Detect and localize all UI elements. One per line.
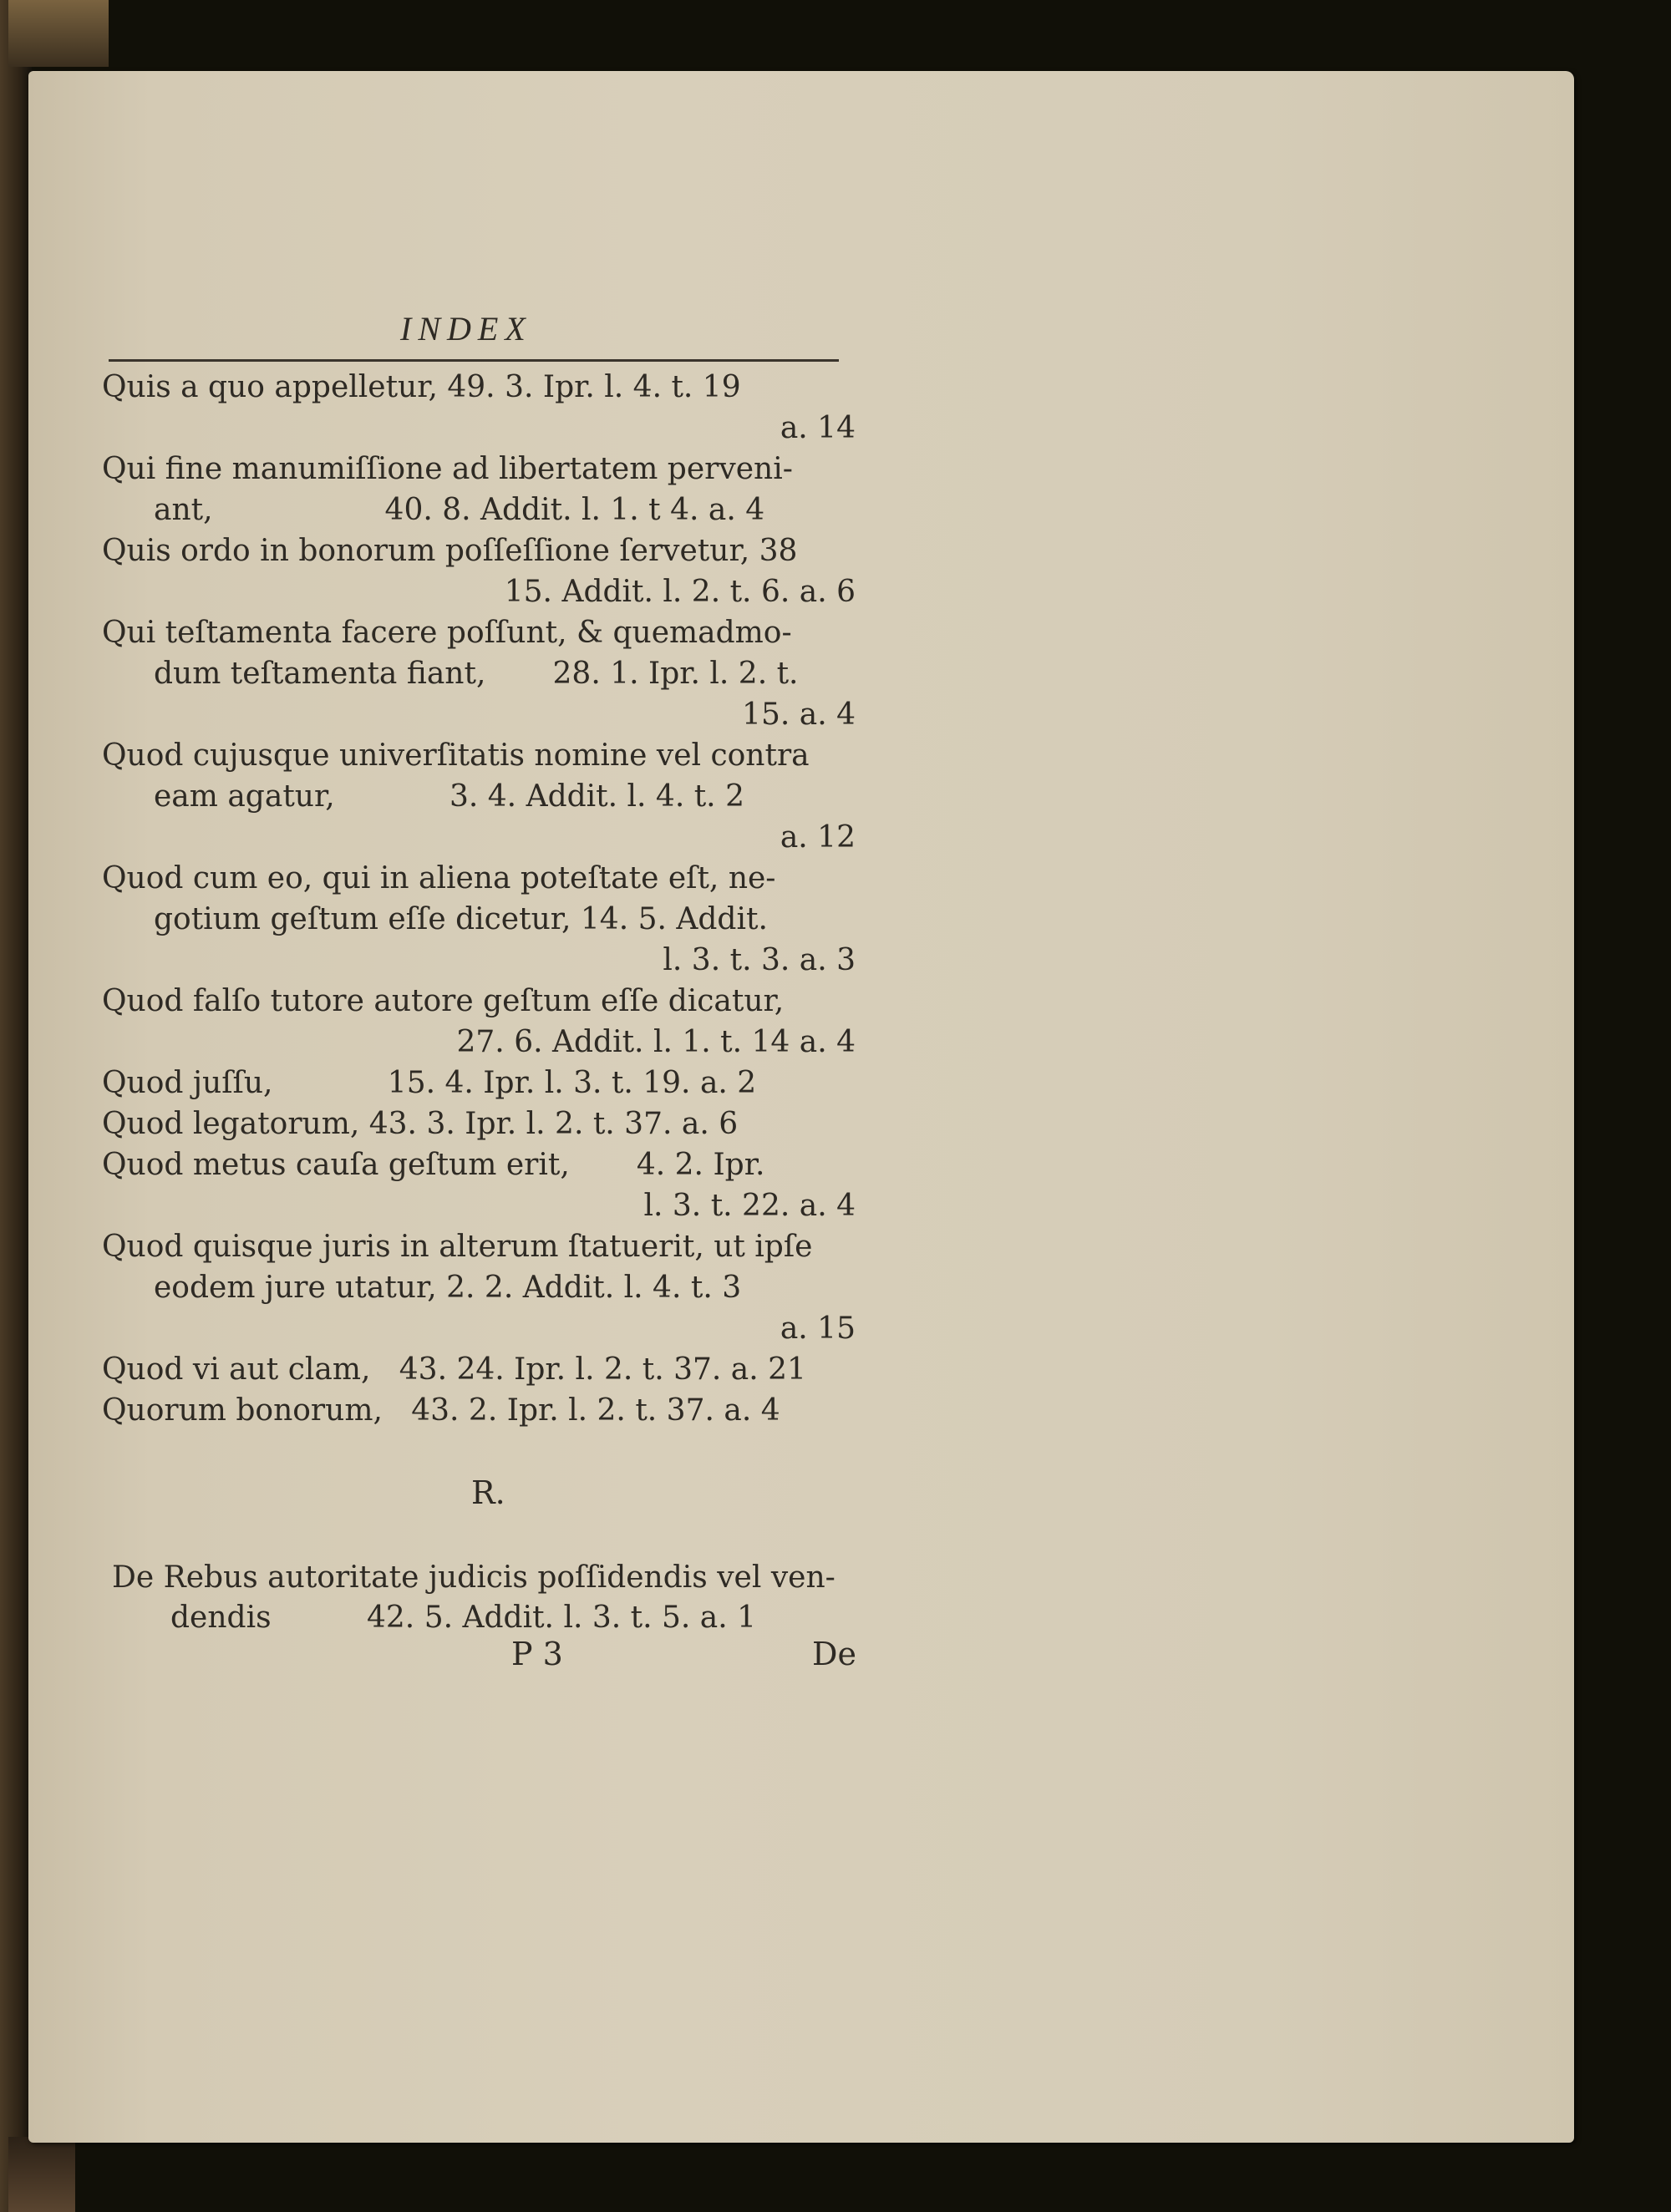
page-title: INDEX [400, 310, 532, 348]
index-entry-line: Quod metus cauſa geſtum erit, 4. 2. Ipr. [102, 1148, 765, 1182]
binding-corner-top [8, 0, 109, 67]
r-entry-line: dendis 42. 5. Addit. l. 3. t. 5. a. 1 [170, 1601, 757, 1635]
index-entry-line: Qui fine manumiſſione ad libertatem perveni- [102, 452, 793, 486]
index-entry-reference: 15. Addit. l. 2. t. 6. a. 6 [504, 575, 856, 609]
index-entry-line: Quod quisque juris in alterum ſtatuerit, ut ipſe [102, 1230, 813, 1264]
index-entry-line: Quod falſo tutore autore geſtum eſſe dicatur, [102, 984, 785, 1018]
index-entry-line: Quod cujusque univerſitatis nomine vel contra [102, 738, 810, 773]
index-entry-reference: a. 15 [780, 1311, 856, 1346]
index-entry-line: Qui teſtamenta facere poſſunt, & quemadmo- [102, 616, 792, 650]
index-entry-reference: l. 3. t. 22. a. 4 [643, 1189, 856, 1223]
section-heading-r: R. [471, 1474, 505, 1511]
signature-mark: P 3 [511, 1636, 563, 1672]
index-entry-line: eam agatur, 3. 4. Addit. l. 4. t. 2 [154, 779, 744, 814]
index-entry-line: eodem jure utatur, 2. 2. Addit. l. 4. t. 3 [154, 1271, 742, 1305]
header-rule [109, 359, 839, 362]
index-entry-line: Quod legatorum, 43. 3. Ipr. l. 2. t. 37. a. 6 [102, 1107, 739, 1141]
index-entry-line: Quod cum eo, qui in aliena poteſtate eſt, ne- [102, 861, 776, 895]
index-entry-reference: l. 3. t. 3. a. 3 [663, 943, 856, 977]
index-entry-line: Quis a quo appelletur, 49. 3. Ipr. l. 4. t. 19 [102, 370, 741, 404]
index-entry-reference: a. 14 [780, 411, 856, 445]
binding-corner-bottom [8, 2137, 75, 2212]
index-entry-line: dum teſtamenta fiant, 28. 1. Ipr. l. 2. t. [154, 657, 799, 691]
index-entry-line: gotium geſtum eſſe dicetur, 14. 5. Addit. [154, 902, 768, 936]
index-entry-line: Quorum bonorum, 43. 2. Ipr. l. 2. t. 37. a. 4 [102, 1393, 780, 1428]
index-entry-line: Quis ordo in bonorum poſſeſſione ſervetur, 38 [102, 534, 798, 568]
index-entry-line: Quod juſſu, 15. 4. Ipr. l. 3. t. 19. a. 2 [102, 1066, 757, 1100]
index-entry-reference: 27. 6. Addit. l. 1. t. 14 a. 4 [456, 1025, 856, 1059]
book-page [28, 71, 1574, 2143]
index-entry-line: Quod vi aut clam, 43. 24. Ipr. l. 2. t. 37. a. 21 [102, 1352, 806, 1387]
r-entry-line: De Rebus autoritate judicis poſſidendis vel ven- [112, 1560, 836, 1595]
index-entry-reference: 15. a. 4 [742, 698, 856, 732]
catchword: De [812, 1636, 856, 1672]
index-entry-reference: a. 12 [780, 820, 856, 855]
index-entry-line: ant, 40. 8. Addit. l. 1. t 4. a. 4 [154, 493, 765, 527]
book-spine [0, 0, 32, 2212]
